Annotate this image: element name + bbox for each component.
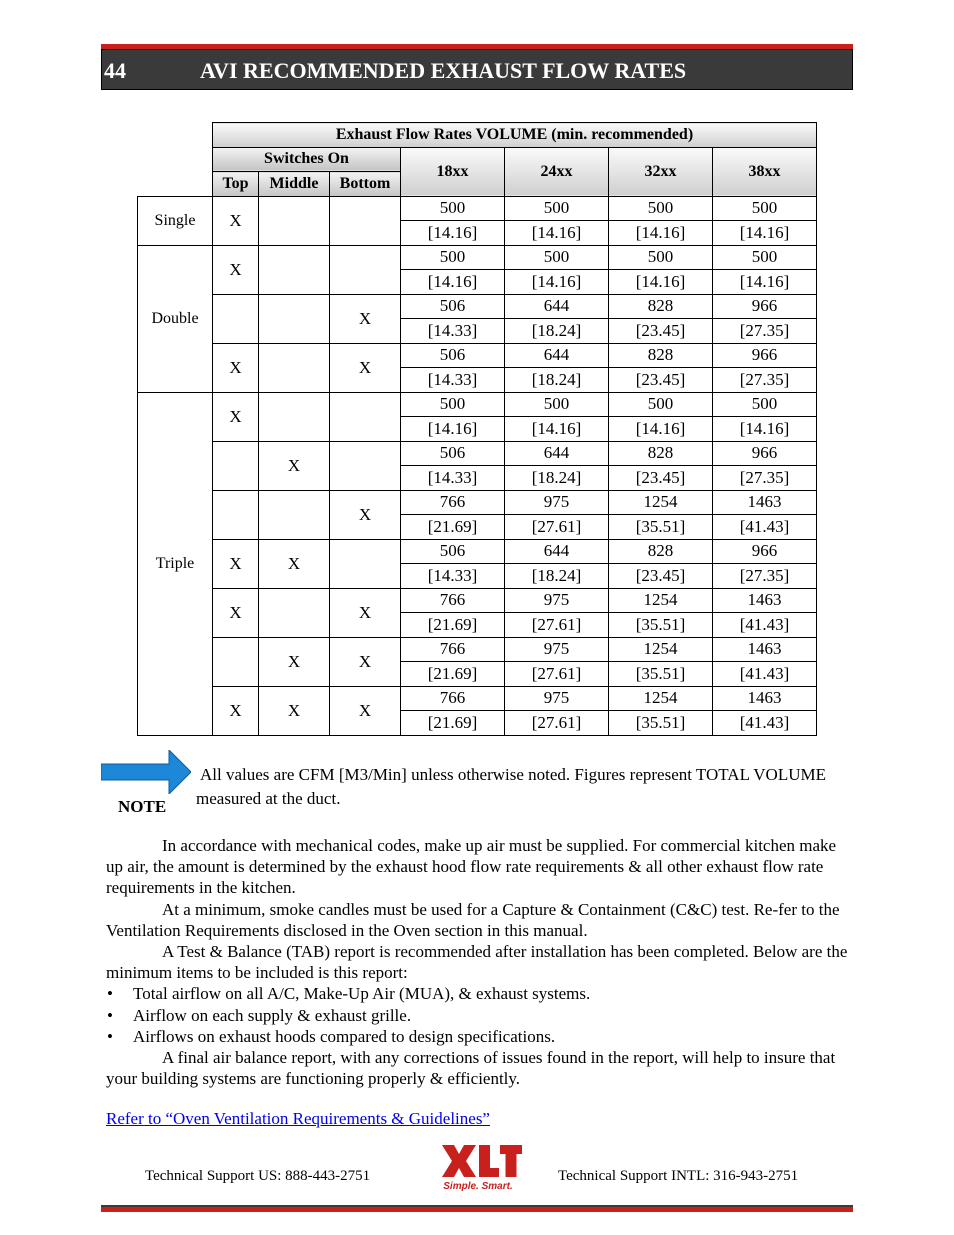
m3-cell: [14.16] (713, 221, 817, 246)
switch-cell (330, 196, 401, 245)
cfm-cell: 644 (505, 441, 609, 466)
cfm-cell: 828 (609, 539, 713, 564)
cfm-cell: 500 (505, 196, 609, 221)
m3-cell: [21.69] (401, 515, 505, 540)
cfm-cell: 1254 (609, 490, 713, 515)
switch-column-header: Bottom (330, 172, 401, 197)
cfm-cell: 644 (505, 539, 609, 564)
m3-cell: [14.16] (609, 417, 713, 442)
page-number: 44 (104, 58, 126, 83)
cfm-cell: 500 (609, 245, 713, 270)
switch-cell: X (330, 343, 401, 392)
cfm-cell: 766 (401, 588, 505, 613)
cfm-cell: 766 (401, 490, 505, 515)
m3-cell: [14.16] (713, 417, 817, 442)
support-us: Technical Support US: 888-443-2751 (145, 1168, 371, 1184)
m3-cell: [27.35] (713, 564, 817, 589)
cfm-cell: 644 (505, 343, 609, 368)
cfm-cell: 644 (505, 294, 609, 319)
switch-cell: X (213, 343, 259, 392)
m3-cell: [14.16] (505, 221, 609, 246)
switch-cell: X (213, 392, 259, 441)
m3-cell: [14.16] (401, 417, 505, 442)
cfm-cell: 1463 (713, 588, 817, 613)
m3-cell: [35.51] (609, 662, 713, 687)
cfm-cell: 500 (505, 245, 609, 270)
table-corner (138, 147, 213, 172)
cfm-cell: 1463 (713, 637, 817, 662)
m3-cell: [14.16] (713, 270, 817, 295)
cfm-cell: 1463 (713, 490, 817, 515)
xlt-logo (428, 1143, 528, 1193)
m3-cell: [27.35] (713, 319, 817, 344)
switch-cell (213, 441, 259, 490)
cfm-cell: 1254 (609, 637, 713, 662)
switch-cell (259, 196, 330, 245)
m3-cell: [35.51] (609, 515, 713, 540)
switch-cell: X (259, 637, 330, 686)
cfm-cell: 506 (401, 343, 505, 368)
model-column-header: 38xx (713, 147, 817, 196)
switch-cell: X (259, 686, 330, 735)
cfm-cell: 1254 (609, 588, 713, 613)
m3-cell: [23.45] (609, 466, 713, 491)
cfm-cell: 966 (713, 539, 817, 564)
m3-cell: [14.33] (401, 564, 505, 589)
cfm-cell: 975 (505, 490, 609, 515)
switch-cell: X (213, 245, 259, 294)
m3-cell: [14.16] (401, 270, 505, 295)
switch-cell (213, 490, 259, 539)
cfm-cell: 500 (401, 196, 505, 221)
switch-cell: X (330, 637, 401, 686)
switch-cell (259, 294, 330, 343)
arrow-right-icon (101, 750, 191, 794)
cfm-cell: 1254 (609, 686, 713, 711)
model-column-header: 18xx (401, 147, 505, 196)
m3-cell: [18.24] (505, 564, 609, 589)
mode-cell: Double (138, 245, 213, 392)
paragraph-makeup-air: In accordance with mechanical codes, make up air must be supplied. For commercial kitchen make up air, the amount is determined by the exhaust hood flow rate requirements & all other exhaust flow rate requirements in the kitchen. (106, 836, 837, 898)
m3-cell: [23.45] (609, 319, 713, 344)
table-row (138, 392, 817, 417)
m3-cell: [14.33] (401, 319, 505, 344)
m3-cell: [27.61] (505, 515, 609, 540)
switch-cell (259, 588, 330, 637)
cfm-cell: 828 (609, 441, 713, 466)
m3-cell: [14.16] (609, 221, 713, 246)
switch-column-header: Top (213, 172, 259, 197)
list-item: • Airflow on each supply & exhaust grille. (133, 1005, 851, 1026)
switch-cell: X (330, 588, 401, 637)
body-text (106, 835, 851, 1089)
switch-cell: X (213, 686, 259, 735)
m3-cell: [14.16] (401, 221, 505, 246)
m3-cell: [27.35] (713, 368, 817, 393)
m3-cell: [41.43] (713, 613, 817, 638)
cfm-cell: 966 (713, 343, 817, 368)
cfm-cell: 500 (401, 392, 505, 417)
table-header-row (138, 123, 817, 148)
m3-cell: [21.69] (401, 662, 505, 687)
cfm-cell: 500 (609, 196, 713, 221)
m3-cell: [14.16] (609, 270, 713, 295)
m3-cell: [18.24] (505, 466, 609, 491)
table-row (138, 686, 817, 711)
model-column-header: 24xx (505, 147, 609, 196)
m3-cell: [14.33] (401, 368, 505, 393)
m3-cell: [23.45] (609, 564, 713, 589)
m3-cell: [27.61] (505, 662, 609, 687)
switch-cell (259, 392, 330, 441)
model-column-header: 32xx (609, 147, 713, 196)
paragraph-smoke-candles: At a minimum, smoke candles must be used for a Capture & Containment (C&C) test. Re-fer to the Ventilation Requirements disclosed in the Oven section in this manual. (106, 899, 840, 940)
cfm-cell: 975 (505, 637, 609, 662)
m3-cell: [35.51] (609, 613, 713, 638)
m3-cell: [27.35] (713, 466, 817, 491)
switch-cell: X (330, 686, 401, 735)
cfm-cell: 500 (505, 392, 609, 417)
note-label: NOTE (118, 797, 167, 816)
paragraph-tab-report: A Test & Balance (TAB) report is recommended after installation has been completed. Below are the minimum items to be included is this report: (106, 942, 848, 983)
cfm-cell: 966 (713, 441, 817, 466)
cfm-cell: 1463 (713, 686, 817, 711)
switch-cell: X (213, 539, 259, 588)
list-item: • Airflows on exhaust hoods compared to design specifications. (133, 1026, 851, 1047)
switch-cell (259, 343, 330, 392)
switch-cell: X (259, 441, 330, 490)
footer-rule (101, 1205, 853, 1212)
cfm-cell: 766 (401, 686, 505, 711)
switch-column-header: Middle (259, 172, 330, 197)
cfm-cell: 975 (505, 588, 609, 613)
mode-cell: Triple (138, 392, 213, 735)
cfm-cell: 506 (401, 441, 505, 466)
table-row (138, 588, 817, 613)
m3-cell: [18.24] (505, 368, 609, 393)
m3-cell: [27.61] (505, 711, 609, 736)
m3-cell: [35.51] (609, 711, 713, 736)
table-corner (138, 123, 213, 148)
m3-cell: [27.61] (505, 613, 609, 638)
cfm-cell: 766 (401, 637, 505, 662)
cfm-cell: 966 (713, 294, 817, 319)
support-intl: Technical Support INTL: 316-943-2751 (558, 1168, 799, 1184)
paragraph-final-report: A final air balance report, with any corrections of issues found in the report, will help to insure that your building systems are functioning properly & efficiently. (106, 1048, 836, 1089)
cfm-cell: 506 (401, 539, 505, 564)
note-text: All values are CFM [M3/Min] unless otherwise noted. Figures represent TOTAL VOLUME measured at the duct. (196, 765, 826, 808)
m3-cell: [14.33] (401, 466, 505, 491)
table-row (138, 637, 817, 662)
list-item: • Total airflow on all A/C, Make-Up Air (MUA), & exhaust systems. (133, 983, 851, 1004)
m3-cell: [41.43] (713, 515, 817, 540)
switch-cell (213, 637, 259, 686)
table-row (138, 490, 817, 515)
cfm-cell: 500 (713, 245, 817, 270)
table-title: Exhaust Flow Rates VOLUME (min. recommended) (213, 123, 817, 148)
table-row (138, 196, 817, 221)
switches-on-header: Switches On (213, 147, 401, 172)
table-row (138, 343, 817, 368)
mode-cell: Single (138, 196, 213, 245)
m3-cell: [14.16] (505, 417, 609, 442)
exhaust-flow-table (137, 122, 817, 736)
cfm-cell: 975 (505, 686, 609, 711)
switch-cell: X (259, 539, 330, 588)
table-header-row (138, 147, 817, 172)
m3-cell: [23.45] (609, 368, 713, 393)
cfm-cell: 500 (713, 392, 817, 417)
switch-cell: X (213, 196, 259, 245)
m3-cell: [41.43] (713, 711, 817, 736)
switch-cell (213, 294, 259, 343)
ventilation-guidelines-link[interactable]: Refer to “Oven Ventilation Requirements & Guidelines” (106, 1109, 490, 1128)
switch-cell (330, 441, 401, 490)
table-row (138, 245, 817, 270)
cfm-cell: 500 (609, 392, 713, 417)
m3-cell: [41.43] (713, 662, 817, 687)
cfm-cell: 500 (401, 245, 505, 270)
table-corner (138, 172, 213, 197)
cfm-cell: 828 (609, 343, 713, 368)
m3-cell: [14.16] (505, 270, 609, 295)
report-items-list (106, 983, 851, 1047)
logo-tagline: Simple. Smart. (443, 1181, 513, 1192)
m3-cell: [21.69] (401, 613, 505, 638)
switch-cell: X (330, 490, 401, 539)
table-row (138, 539, 817, 564)
page-title: AVI RECOMMENDED EXHAUST FLOW RATES (200, 58, 687, 83)
cfm-cell: 500 (713, 196, 817, 221)
switch-cell (259, 490, 330, 539)
switch-cell (330, 392, 401, 441)
switch-cell (330, 539, 401, 588)
switch-cell: X (330, 294, 401, 343)
cfm-cell: 506 (401, 294, 505, 319)
switch-cell (259, 245, 330, 294)
table-row (138, 441, 817, 466)
switch-cell: X (213, 588, 259, 637)
m3-cell: [18.24] (505, 319, 609, 344)
switch-cell (330, 245, 401, 294)
cfm-cell: 828 (609, 294, 713, 319)
m3-cell: [21.69] (401, 711, 505, 736)
table-row (138, 294, 817, 319)
